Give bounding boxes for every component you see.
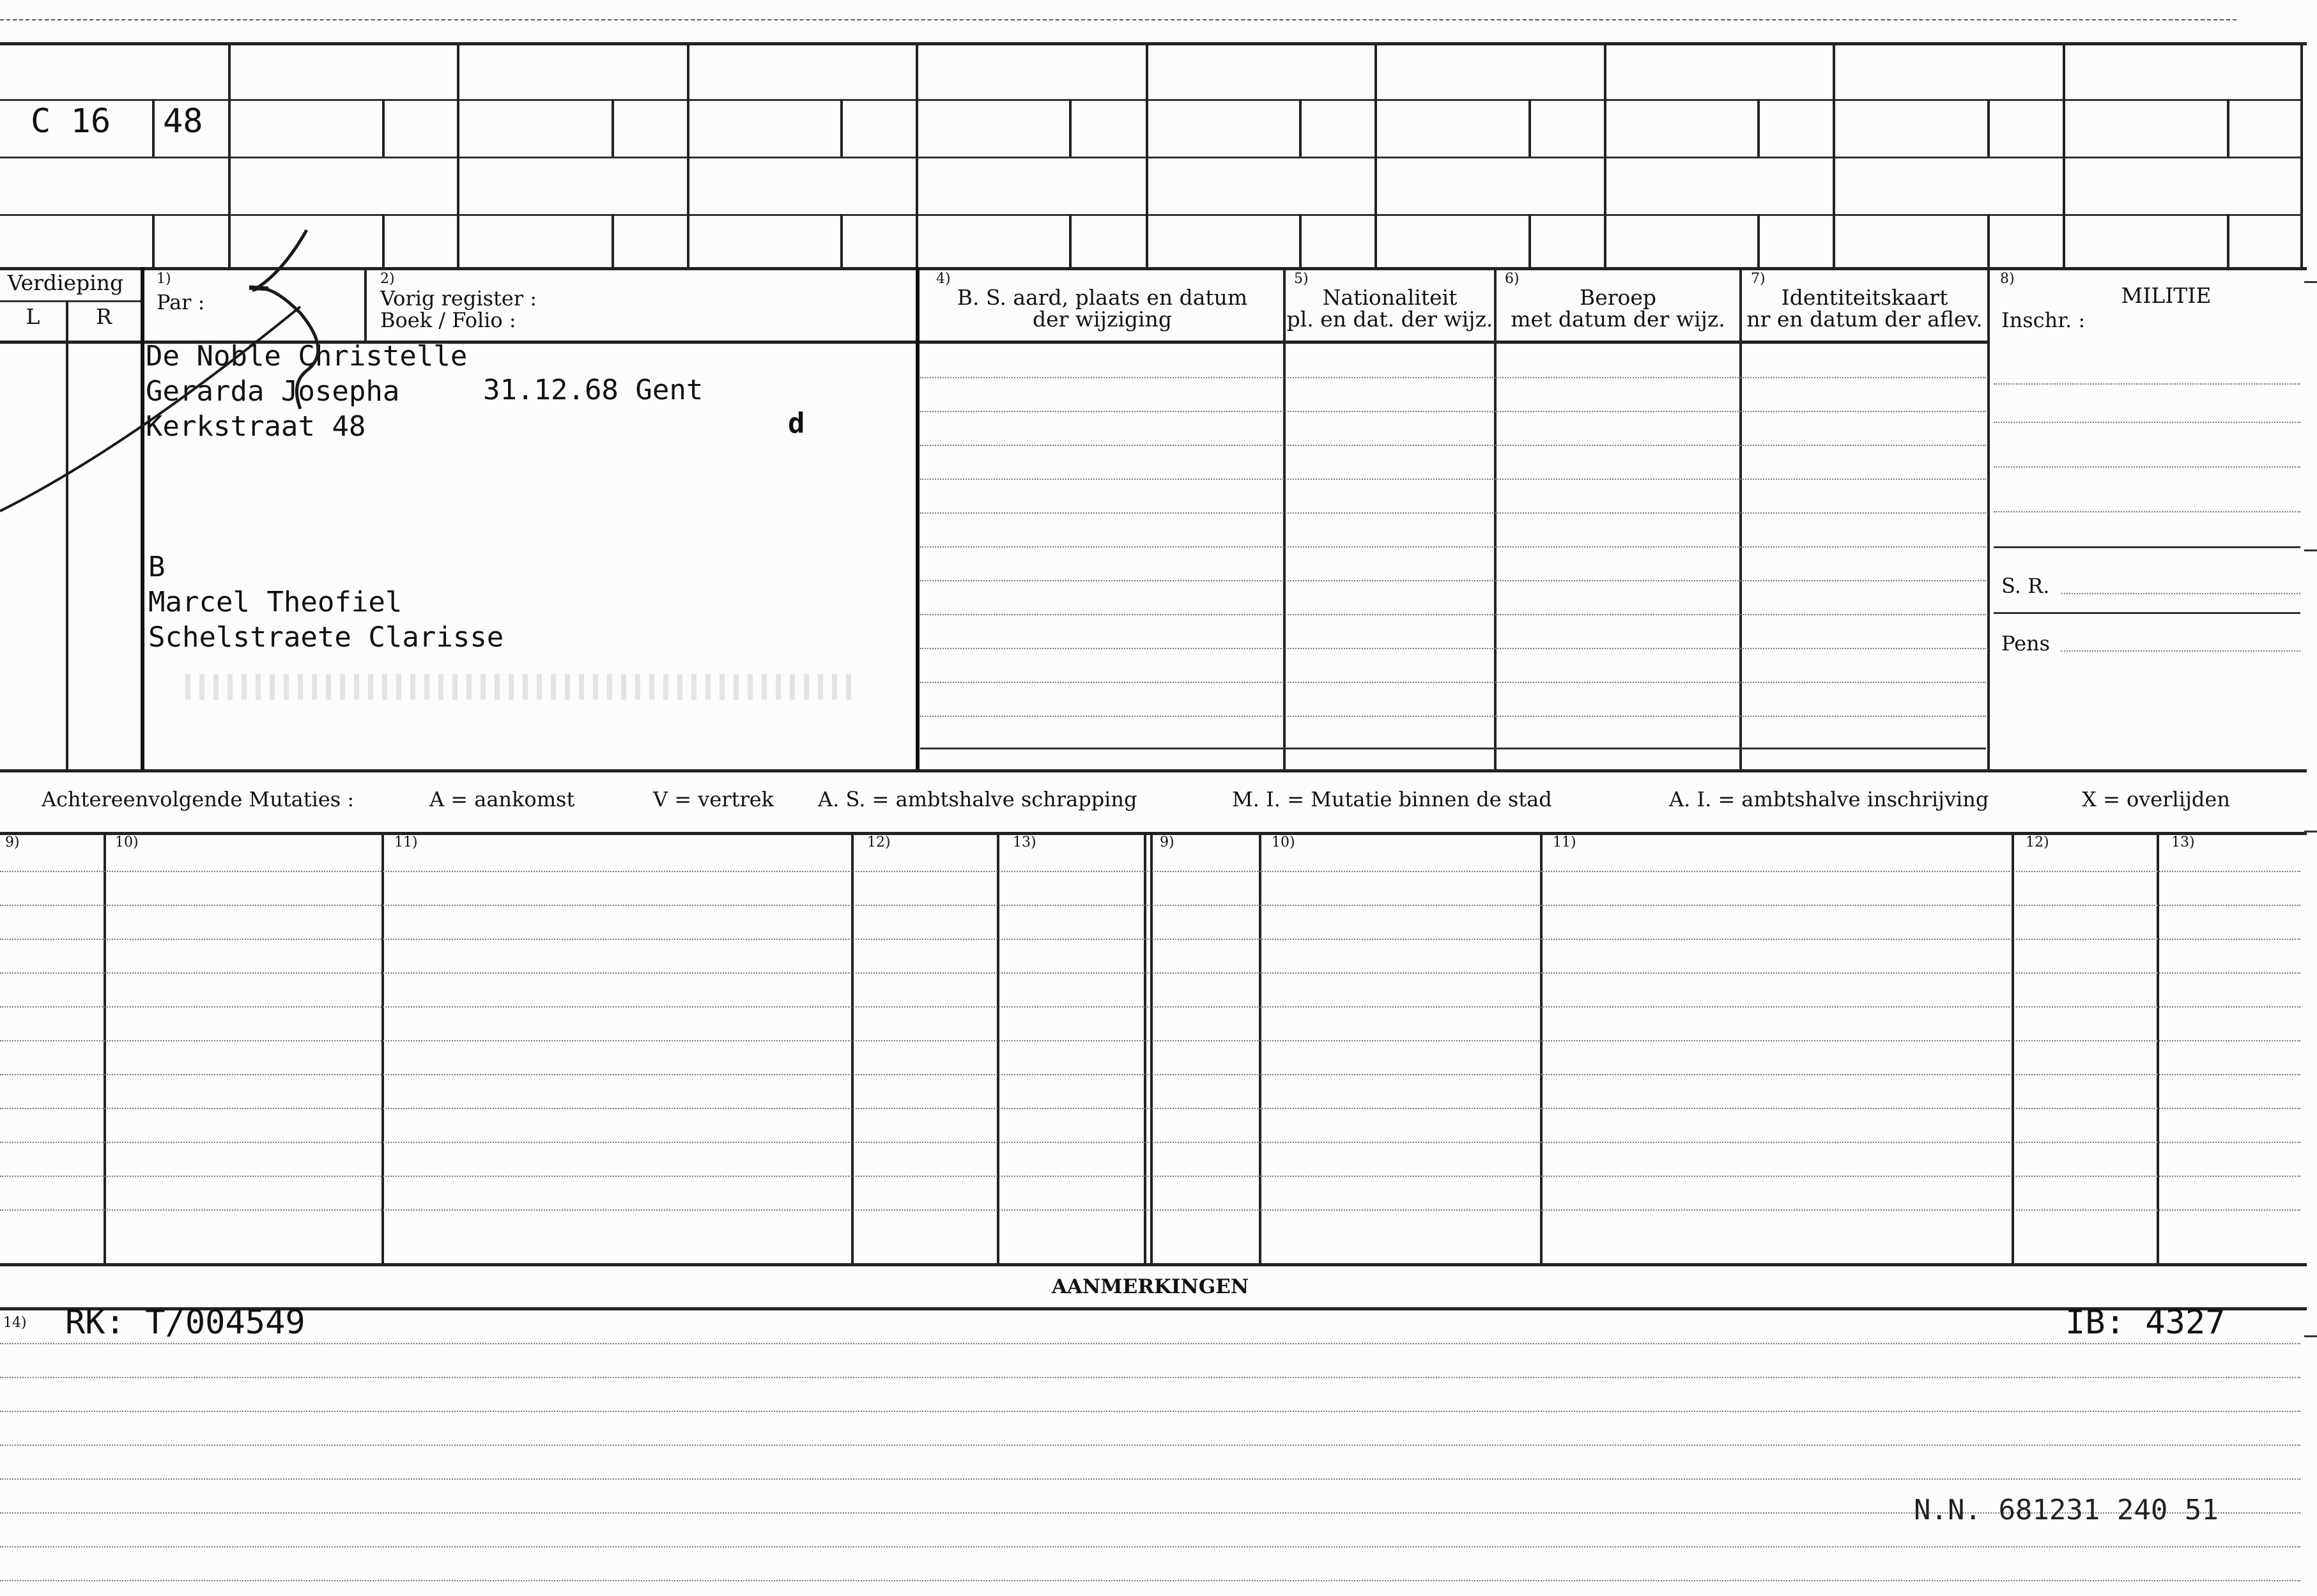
top-grid-subline bbox=[1069, 99, 1072, 157]
entry-line bbox=[920, 512, 1986, 514]
edge-tick bbox=[2304, 831, 2317, 833]
top-grid-vline bbox=[916, 42, 918, 267]
remark-line bbox=[0, 1377, 2300, 1378]
entry-line bbox=[920, 445, 1986, 446]
col-divider-6 bbox=[1494, 267, 1497, 769]
mutatie-col-divider bbox=[2157, 832, 2159, 1263]
mutatie-row-line bbox=[0, 939, 2300, 940]
col7-number: 7) bbox=[1751, 271, 1766, 287]
mutaties-label: Achtereenvolgende Mutaties : bbox=[42, 787, 355, 811]
mutatie-col-divider bbox=[104, 832, 106, 1263]
legend-mutatie-stad: M. I. = Mutatie binnen de stad bbox=[1232, 787, 1552, 811]
col8-number: 8) bbox=[2000, 271, 2015, 287]
top-grid-subline bbox=[152, 99, 155, 157]
top-grid-row-1 bbox=[0, 99, 2300, 101]
col6-number: 6) bbox=[1505, 271, 1520, 287]
top-grid-row-3 bbox=[0, 214, 2300, 216]
entry-line bbox=[920, 614, 1986, 615]
record-name: De Noble Christelle bbox=[146, 340, 468, 372]
top-border bbox=[0, 42, 2307, 45]
mutatie-col-13-right: 13) bbox=[2171, 834, 2195, 850]
entry-line bbox=[920, 377, 1986, 378]
national-number: N.N. 681231 240 51 bbox=[1914, 1494, 2219, 1526]
mutatie-row-line bbox=[0, 905, 2300, 906]
militie-line bbox=[1994, 466, 2300, 468]
par-label: Par : bbox=[157, 290, 205, 314]
record-mother: Schelstraete Clarisse bbox=[148, 621, 504, 654]
mutatie-row-line bbox=[0, 972, 2300, 974]
top-grid-subline bbox=[1299, 214, 1302, 267]
militie-divider bbox=[1994, 546, 2300, 548]
top-grid-subline bbox=[1987, 99, 1990, 157]
record-given-names: Gerarda Josepha bbox=[146, 375, 400, 408]
mutatie-col-12-left: 12) bbox=[867, 834, 891, 850]
top-grid-vline bbox=[1833, 42, 1835, 267]
top-grid-subline bbox=[1528, 214, 1531, 267]
militie-line bbox=[1994, 422, 2300, 423]
edge-tick bbox=[2304, 281, 2317, 283]
remark-line bbox=[0, 1343, 2300, 1344]
inschr-label: Inschr. : bbox=[2001, 308, 2086, 332]
mutaties-top-border bbox=[0, 832, 2307, 835]
remark-line bbox=[0, 1411, 2300, 1412]
top-grid-vline bbox=[1604, 42, 1606, 267]
top-grid-vline bbox=[1374, 42, 1377, 267]
mutatie-col-13-left: 13) bbox=[1013, 834, 1036, 850]
house-number: 48 bbox=[163, 102, 203, 141]
top-grid-subline bbox=[2227, 214, 2229, 267]
pens-line bbox=[2061, 650, 2300, 652]
col-divider-7 bbox=[1739, 267, 1742, 769]
top-grid-row-2 bbox=[0, 157, 2300, 158]
mutatie-col-divider bbox=[997, 832, 999, 1263]
pens-label: Pens bbox=[2001, 631, 2051, 656]
aanmerkingen-number: 14) bbox=[3, 1315, 27, 1331]
building-code: C 16 bbox=[31, 102, 111, 141]
top-grid-subline bbox=[612, 99, 614, 157]
mutatie-col-9-left: 9) bbox=[5, 834, 20, 850]
top-scan-edge bbox=[0, 19, 2236, 20]
mutaties-bottom-border bbox=[0, 1263, 2307, 1266]
militie-header: MILITIE bbox=[2121, 283, 2212, 308]
top-grid-subline bbox=[1757, 214, 1760, 267]
col1-number: 1) bbox=[157, 271, 171, 287]
mutatie-col-divider bbox=[381, 832, 384, 1263]
bs-header-line1: B. S. aard, plaats en datum bbox=[957, 285, 1248, 310]
col-divider-4 bbox=[916, 267, 920, 769]
top-grid-subline bbox=[1299, 99, 1302, 157]
remark-line bbox=[0, 1546, 2300, 1547]
entry-line bbox=[920, 682, 1986, 683]
id-header-line1: Identiteitskaart bbox=[1781, 285, 1948, 310]
legend-overlijden: X = overlijden bbox=[2082, 787, 2230, 811]
beroep-header-line2: met datum der wijz. bbox=[1511, 307, 1725, 332]
entry-line-solid bbox=[920, 748, 1986, 749]
verdieping-label: Verdieping bbox=[7, 270, 124, 295]
mutatie-row-line bbox=[0, 1176, 2300, 1177]
vorig-register-label: Vorig register : bbox=[380, 286, 537, 311]
mutatie-row-line bbox=[0, 1108, 2300, 1109]
entry-line bbox=[920, 716, 1986, 717]
edge-tick bbox=[2304, 549, 2317, 551]
entry-line bbox=[920, 546, 1986, 548]
entry-line bbox=[920, 479, 1986, 480]
legend-ambtshalve-inschrijving: A. I. = ambtshalve inschrijving bbox=[1669, 787, 1989, 811]
mutatie-col-divider bbox=[1259, 832, 1261, 1263]
legend-aankomst: A = aankomst bbox=[429, 787, 575, 811]
mutatie-row-line bbox=[0, 1209, 2300, 1211]
mutatie-row-line bbox=[0, 871, 2300, 872]
top-grid-subline bbox=[840, 214, 843, 267]
mutatie-col-divider bbox=[2012, 832, 2014, 1263]
mutatie-col-divider bbox=[1144, 832, 1146, 1263]
mutatie-col-10-left: 10) bbox=[115, 834, 139, 850]
mutatie-col-11-right: 11) bbox=[1553, 834, 1576, 850]
top-grid-subline bbox=[1069, 214, 1072, 267]
top-grid-vline bbox=[457, 42, 459, 267]
verdieping-left: L bbox=[26, 304, 40, 329]
remark-line bbox=[0, 1580, 2300, 1581]
entry-line bbox=[920, 648, 1986, 649]
top-grid-subline bbox=[2227, 99, 2229, 157]
record-b-mark: B bbox=[148, 551, 166, 583]
sr-label: S. R. bbox=[2001, 574, 2050, 598]
record-mark: d bbox=[788, 407, 805, 440]
top-grid-subline bbox=[1757, 99, 1760, 157]
mutatie-col-divider bbox=[1150, 832, 1153, 1263]
entry-line bbox=[920, 411, 1986, 412]
militie-divider bbox=[1994, 612, 2300, 614]
ib-number: IB: 4327 bbox=[2065, 1303, 2226, 1342]
bs-header-line2: der wijziging bbox=[1033, 307, 1172, 332]
top-grid-subline bbox=[382, 99, 385, 157]
remark-line bbox=[0, 1445, 2300, 1446]
record-father: Marcel Theofiel bbox=[148, 586, 403, 618]
edge-tick bbox=[2304, 1335, 2317, 1337]
col4-number: 4) bbox=[936, 271, 951, 287]
faded-text bbox=[185, 674, 856, 700]
rk-number: RK: T/004549 bbox=[65, 1303, 305, 1342]
boek-folio-label: Boek / Folio : bbox=[380, 308, 516, 332]
mutatie-col-divider bbox=[851, 832, 854, 1263]
top-grid-subline bbox=[840, 99, 843, 157]
top-grid-vline bbox=[687, 42, 689, 267]
nat-header-line1: Nationaliteit bbox=[1322, 285, 1458, 310]
col-divider-5 bbox=[1283, 267, 1286, 769]
verdieping-right: R bbox=[96, 304, 112, 329]
mutatie-row-line bbox=[0, 1006, 2300, 1008]
militie-line bbox=[1994, 511, 2300, 512]
mutatie-row-line bbox=[0, 1040, 2300, 1041]
mutatie-col-10-right: 10) bbox=[1272, 834, 1295, 850]
legend-ambtshalve-schrapping: A. S. = ambtshalve schrapping bbox=[818, 787, 1137, 811]
top-grid-vline bbox=[2300, 42, 2303, 267]
aanmerkingen-title: AANMERKINGEN bbox=[1051, 1275, 1249, 1298]
mutatie-col-9-right: 9) bbox=[1160, 834, 1174, 850]
militie-line bbox=[1994, 383, 2300, 385]
col2-number: 2) bbox=[380, 271, 395, 287]
aanmerkingen-top-border bbox=[0, 1307, 2307, 1310]
entry-line bbox=[920, 580, 1986, 581]
top-grid-subline bbox=[1528, 99, 1531, 157]
top-grid-subline bbox=[612, 214, 614, 267]
id-header-line2: nr en datum der aflev. bbox=[1746, 307, 1983, 332]
strikethrough-mark bbox=[0, 217, 447, 524]
record-birth: 31.12.68 Gent bbox=[483, 374, 704, 406]
col-divider-8 bbox=[1987, 267, 1990, 769]
beroep-header-line1: Beroep bbox=[1579, 285, 1657, 310]
record-address: Kerkstraat 48 bbox=[146, 410, 366, 443]
mutatie-col-12-right: 12) bbox=[2026, 834, 2049, 850]
mutatie-row-line bbox=[0, 1142, 2300, 1143]
nat-header-line2: pl. en dat. der wijz. bbox=[1286, 307, 1493, 332]
top-grid-subline bbox=[1987, 214, 1990, 267]
sr-line bbox=[2061, 593, 2300, 594]
mutatie-col-11-left: 11) bbox=[394, 834, 418, 850]
mutatie-col-divider bbox=[1540, 832, 1543, 1263]
mutatie-row-line bbox=[0, 1074, 2300, 1075]
top-grid-vline bbox=[2063, 42, 2065, 267]
legend-vertrek: V = vertrek bbox=[653, 787, 774, 811]
col5-number: 5) bbox=[1294, 271, 1309, 287]
top-grid-vline bbox=[1146, 42, 1148, 267]
main-block-bottom bbox=[0, 769, 2307, 772]
remark-line bbox=[0, 1478, 2300, 1480]
